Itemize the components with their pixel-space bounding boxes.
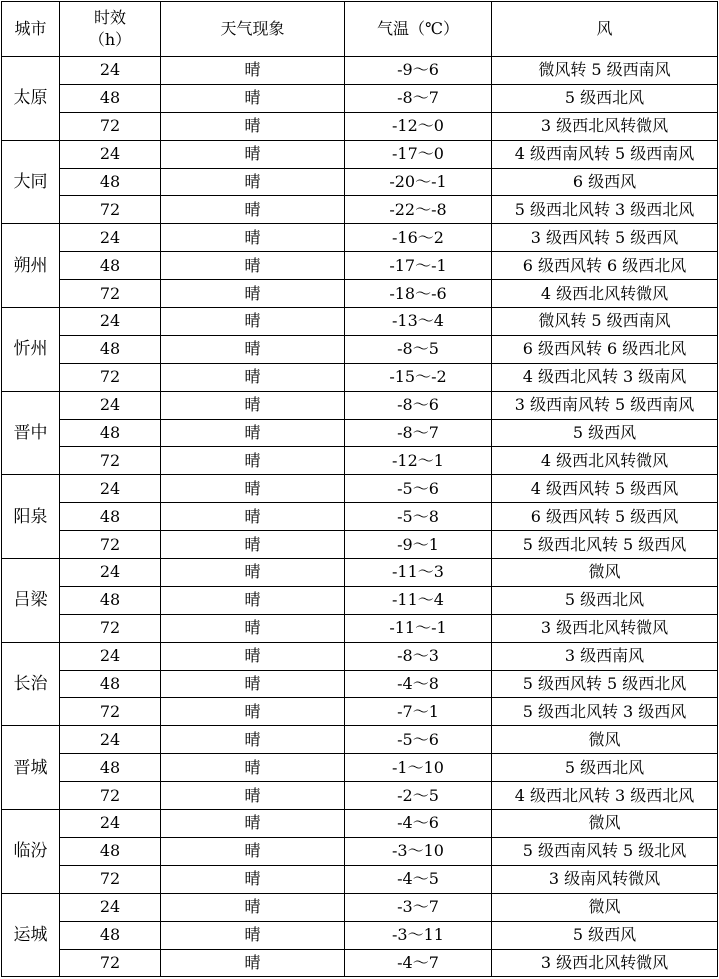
hours-cell: 72: [60, 196, 161, 224]
hours-cell: 48: [60, 670, 161, 698]
temperature-cell: -11～3: [345, 559, 492, 587]
hours-cell: 48: [60, 168, 161, 196]
temperature-cell: -17～0: [345, 140, 492, 168]
weather-cell: 晴: [161, 112, 345, 140]
wind-cell: 5 级西北风: [492, 754, 718, 782]
table-row: [2, 531, 718, 559]
wind-cell: 微风: [492, 893, 718, 921]
temperature-cell: -16～2: [345, 224, 492, 252]
hours-cell: 72: [60, 112, 161, 140]
header-hours: [60, 2, 161, 57]
table-row: [2, 475, 718, 503]
weather-cell: 晴: [161, 196, 345, 224]
temperature-cell: -4～6: [345, 810, 492, 838]
temperature-cell: -5～6: [345, 726, 492, 754]
city-name-cell: 晋中: [2, 391, 60, 475]
city-name-cell: 长治: [2, 642, 60, 726]
city-name-cell: 太原: [2, 57, 60, 141]
weather-cell: 晴: [161, 810, 345, 838]
temperature-cell: -4～5: [345, 865, 492, 893]
table-row: [2, 308, 718, 336]
wind-cell: 3 级西风转 5 级西风: [492, 224, 718, 252]
temperature-cell: -3～11: [345, 921, 492, 949]
weather-cell: 晴: [161, 503, 345, 531]
temperature-cell: -17～-1: [345, 252, 492, 280]
temperature-cell: -4～8: [345, 670, 492, 698]
temperature-cell: -3～7: [345, 893, 492, 921]
table-row: [2, 503, 718, 531]
temperature-cell: -20～-1: [345, 168, 492, 196]
wind-cell: 4 级西北风转 3 级西北风: [492, 782, 718, 810]
wind-cell: 5 级西风: [492, 419, 718, 447]
temperature-cell: -11～4: [345, 586, 492, 614]
weather-cell: 晴: [161, 308, 345, 336]
weather-cell: 晴: [161, 614, 345, 642]
hours-cell: 72: [60, 363, 161, 391]
city-name-cell: 临汾: [2, 810, 60, 894]
temperature-cell: -8～5: [345, 335, 492, 363]
weather-cell: 晴: [161, 140, 345, 168]
table-row: [2, 419, 718, 447]
temperature-cell: -4～7: [345, 949, 492, 977]
hours-cell: 72: [60, 447, 161, 475]
weather-cell: 晴: [161, 865, 345, 893]
weather-cell: 晴: [161, 57, 345, 85]
hours-cell: 24: [60, 224, 161, 252]
table-row: [2, 782, 718, 810]
weather-cell: 晴: [161, 168, 345, 196]
hours-cell: 48: [60, 921, 161, 949]
temperature-cell: -8～6: [345, 391, 492, 419]
weather-cell: 晴: [161, 531, 345, 559]
temperature-cell: -8～7: [345, 419, 492, 447]
wind-cell: 4 级西南风转 5 级西南风: [492, 140, 718, 168]
temperature-cell: -3～10: [345, 837, 492, 865]
weather-cell: 晴: [161, 224, 345, 252]
wind-cell: 5 级西北风转 5 级西风: [492, 531, 718, 559]
table-row: [2, 949, 718, 977]
city-name-cell: 朔州: [2, 224, 60, 308]
table-row: [2, 57, 718, 85]
hours-cell: 72: [60, 531, 161, 559]
wind-cell: 3 级西南风: [492, 642, 718, 670]
hours-cell: 48: [60, 419, 161, 447]
wind-cell: 4 级西北风转微风: [492, 280, 718, 308]
table-row: [2, 893, 718, 921]
weather-cell: 晴: [161, 363, 345, 391]
table-row: [2, 196, 718, 224]
wind-cell: 3 级西北风转微风: [492, 614, 718, 642]
wind-cell: 5 级西北风: [492, 84, 718, 112]
wind-cell: 5 级西北风转 3 级西北风: [492, 196, 718, 224]
table-row: [2, 670, 718, 698]
header-hours-line2: （h）: [88, 30, 132, 49]
hours-cell: 24: [60, 893, 161, 921]
header-hours-line1: 时效: [93, 8, 126, 27]
city-name-cell: 大同: [2, 140, 60, 224]
wind-cell: 3 级西北风转微风: [492, 949, 718, 977]
city-name-cell: 阳泉: [2, 475, 60, 559]
city-name-cell: 晋城: [2, 726, 60, 810]
weather-cell: 晴: [161, 782, 345, 810]
weather-cell: 晴: [161, 837, 345, 865]
table-row: [2, 335, 718, 363]
table-row: [2, 921, 718, 949]
table-row: [2, 447, 718, 475]
hours-cell: 24: [60, 308, 161, 336]
weather-cell: 晴: [161, 447, 345, 475]
weather-cell: 晴: [161, 475, 345, 503]
weather-cell: 晴: [161, 949, 345, 977]
hours-cell: 48: [60, 84, 161, 112]
weather-cell: 晴: [161, 754, 345, 782]
table-row: [2, 754, 718, 782]
hours-cell: 72: [60, 280, 161, 308]
temperature-cell: -5～6: [345, 475, 492, 503]
table-row: [2, 363, 718, 391]
wind-cell: 6 级西风转 5 级西风: [492, 503, 718, 531]
hours-cell: 24: [60, 810, 161, 838]
weather-cell: 晴: [161, 84, 345, 112]
hours-cell: 48: [60, 586, 161, 614]
table-row: [2, 140, 718, 168]
table-row: [2, 280, 718, 308]
weather-cell: 晴: [161, 391, 345, 419]
hours-cell: 24: [60, 726, 161, 754]
table-body: [2, 57, 718, 977]
wind-cell: 微风转 5 级西南风: [492, 308, 718, 336]
hours-cell: 24: [60, 642, 161, 670]
table-row: [2, 586, 718, 614]
city-name-cell: 运城: [2, 893, 60, 977]
temperature-cell: -8～3: [345, 642, 492, 670]
header-row: [2, 2, 718, 57]
forecast-table: [1, 1, 718, 977]
table-row: [2, 224, 718, 252]
wind-cell: 4 级西风转 5 级西风: [492, 475, 718, 503]
table-row: [2, 252, 718, 280]
hours-cell: 24: [60, 559, 161, 587]
wind-cell: 微风转 5 级西南风: [492, 57, 718, 85]
wind-cell: 5 级西北风: [492, 586, 718, 614]
weather-cell: 晴: [161, 419, 345, 447]
hours-cell: 72: [60, 949, 161, 977]
weather-cell: 晴: [161, 559, 345, 587]
hours-cell: 24: [60, 57, 161, 85]
temperature-cell: -12～0: [345, 112, 492, 140]
wind-cell: 3 级西南风转 5 级西南风: [492, 391, 718, 419]
table-row: [2, 865, 718, 893]
hours-cell: 24: [60, 391, 161, 419]
table-row: [2, 726, 718, 754]
hours-cell: 72: [60, 698, 161, 726]
wind-cell: 微风: [492, 726, 718, 754]
wind-cell: 6 级西风转 6 级西北风: [492, 252, 718, 280]
table-row: [2, 112, 718, 140]
city-name-cell: 吕梁: [2, 559, 60, 643]
temperature-cell: -5～8: [345, 503, 492, 531]
table-row: [2, 84, 718, 112]
wind-cell: 6 级西风: [492, 168, 718, 196]
wind-cell: 4 级西北风转 3 级南风: [492, 363, 718, 391]
weather-cell: 晴: [161, 252, 345, 280]
weather-cell: 晴: [161, 642, 345, 670]
hours-cell: 48: [60, 503, 161, 531]
header-city: 城市: [2, 2, 60, 57]
hours-cell: 72: [60, 614, 161, 642]
temperature-cell: -9～1: [345, 531, 492, 559]
wind-cell: 6 级西风转 6 级西北风: [492, 335, 718, 363]
weather-cell: 晴: [161, 670, 345, 698]
weather-cell: 晴: [161, 726, 345, 754]
wind-cell: 5 级西风: [492, 921, 718, 949]
temperature-cell: -7～1: [345, 698, 492, 726]
temperature-cell: -12～1: [345, 447, 492, 475]
table-row: [2, 698, 718, 726]
temperature-cell: -11～-1: [345, 614, 492, 642]
hours-cell: 72: [60, 865, 161, 893]
weather-cell: 晴: [161, 280, 345, 308]
city-name-cell: 忻州: [2, 308, 60, 392]
hours-cell: 24: [60, 475, 161, 503]
wind-cell: 4 级西北风转微风: [492, 447, 718, 475]
wind-cell: 微风: [492, 810, 718, 838]
hours-cell: 72: [60, 782, 161, 810]
wind-cell: 5 级西风转 5 级西北风: [492, 670, 718, 698]
table-row: [2, 559, 718, 587]
table-row: [2, 810, 718, 838]
temperature-cell: -13～4: [345, 308, 492, 336]
hours-cell: 48: [60, 335, 161, 363]
header-weather: 天气现象: [161, 2, 345, 57]
table-row: [2, 614, 718, 642]
weather-cell: 晴: [161, 335, 345, 363]
header-wind: 风: [492, 2, 718, 57]
table-row: [2, 642, 718, 670]
wind-cell: 3 级西北风转微风: [492, 112, 718, 140]
weather-cell: 晴: [161, 893, 345, 921]
table-row: [2, 391, 718, 419]
table-row: [2, 837, 718, 865]
wind-cell: 5 级西北风转 3 级西风: [492, 698, 718, 726]
table-row: [2, 168, 718, 196]
hours-cell: 48: [60, 252, 161, 280]
hours-cell: 24: [60, 140, 161, 168]
weather-cell: 晴: [161, 698, 345, 726]
temperature-cell: -15～-2: [345, 363, 492, 391]
temperature-cell: -22～-8: [345, 196, 492, 224]
weather-cell: 晴: [161, 586, 345, 614]
temperature-cell: -2～5: [345, 782, 492, 810]
weather-cell: 晴: [161, 921, 345, 949]
temperature-cell: -8～7: [345, 84, 492, 112]
header-temperature: 气温（℃）: [345, 2, 492, 57]
hours-cell: 48: [60, 837, 161, 865]
wind-cell: 微风: [492, 559, 718, 587]
temperature-cell: -9～6: [345, 57, 492, 85]
temperature-cell: -18～-6: [345, 280, 492, 308]
wind-cell: 5 级西南风转 5 级北风: [492, 837, 718, 865]
temperature-cell: -1～10: [345, 754, 492, 782]
wind-cell: 3 级南风转微风: [492, 865, 718, 893]
hours-cell: 48: [60, 754, 161, 782]
